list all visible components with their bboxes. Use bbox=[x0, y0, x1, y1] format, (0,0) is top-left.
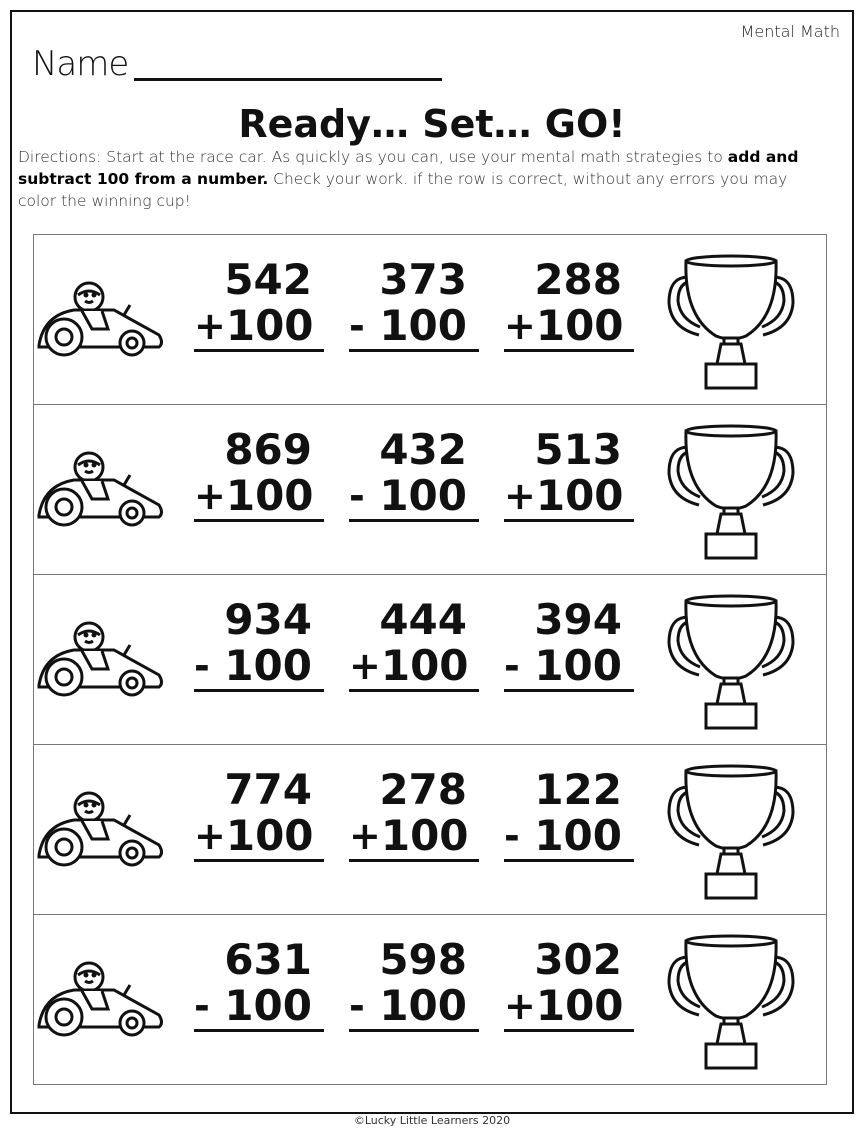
operand: 100 bbox=[225, 471, 314, 520]
operator: + bbox=[194, 474, 226, 518]
operand: 100 bbox=[225, 811, 314, 860]
race-car-icon bbox=[34, 785, 169, 879]
race-car-icon bbox=[34, 955, 169, 1049]
problem-number: 598 bbox=[379, 935, 467, 984]
operand: 100 bbox=[535, 981, 624, 1030]
addition-problem bbox=[349, 427, 479, 522]
problem-number: 869 bbox=[224, 425, 312, 474]
subject-label: Mental Math bbox=[740, 22, 840, 41]
directions-text: Directions: Start at the race car. As quickly as you can, use your mental math strategies to bbox=[18, 148, 728, 166]
problem-number: 432 bbox=[379, 425, 467, 474]
problem-row bbox=[34, 404, 826, 574]
operand: 100 bbox=[379, 301, 467, 350]
problem-number: 774 bbox=[224, 765, 312, 814]
operator: - bbox=[349, 304, 365, 348]
addition-problem bbox=[194, 257, 324, 352]
problem-row bbox=[34, 744, 826, 914]
operator: - bbox=[194, 984, 210, 1028]
page-title: Ready… Set… GO! bbox=[238, 102, 626, 146]
operand: 100 bbox=[379, 981, 467, 1030]
trophy-icon[interactable] bbox=[666, 593, 796, 737]
problem-number: 444 bbox=[379, 595, 467, 644]
answer-line[interactable] bbox=[504, 983, 634, 1032]
name-field[interactable] bbox=[134, 78, 442, 81]
addition-problem bbox=[194, 937, 324, 1032]
operand: 100 bbox=[534, 811, 622, 860]
directions bbox=[18, 146, 828, 212]
problem-number: 122 bbox=[534, 765, 622, 814]
addition-problem bbox=[504, 597, 634, 692]
name-label: Name bbox=[32, 44, 129, 84]
addition-problem bbox=[504, 257, 634, 352]
problem-number: 513 bbox=[534, 425, 622, 474]
addition-problem bbox=[504, 937, 634, 1032]
addition-problem bbox=[349, 597, 479, 692]
answer-line[interactable] bbox=[349, 473, 479, 522]
answer-line[interactable] bbox=[194, 643, 324, 692]
answer-line[interactable] bbox=[349, 983, 479, 1032]
operand: 100 bbox=[535, 301, 624, 350]
operator: + bbox=[349, 814, 381, 858]
answer-line[interactable] bbox=[194, 473, 324, 522]
operator: - bbox=[349, 474, 365, 518]
problem-number: 934 bbox=[224, 595, 312, 644]
operator: + bbox=[194, 814, 226, 858]
copyright: ©Lucky Little Learners 2020 bbox=[353, 1114, 511, 1127]
addition-problem bbox=[194, 427, 324, 522]
race-car-icon bbox=[34, 445, 169, 539]
operator: + bbox=[349, 644, 381, 688]
problem-number: 394 bbox=[534, 595, 622, 644]
problem-row bbox=[34, 914, 826, 1084]
addition-problem bbox=[349, 767, 479, 862]
answer-line[interactable] bbox=[504, 813, 634, 862]
directions-bold: add and subtract 100 from a number. bbox=[18, 148, 799, 188]
trophy-icon[interactable] bbox=[666, 763, 796, 907]
addition-problem bbox=[194, 597, 324, 692]
addition-problem bbox=[349, 257, 479, 352]
answer-line[interactable] bbox=[194, 303, 324, 352]
answer-line[interactable] bbox=[194, 813, 324, 862]
problem-row bbox=[34, 235, 826, 404]
operand: 100 bbox=[534, 641, 622, 690]
trophy-icon[interactable] bbox=[666, 423, 796, 567]
operator: + bbox=[504, 474, 536, 518]
operator: + bbox=[504, 984, 536, 1028]
addition-problem bbox=[504, 767, 634, 862]
directions-text-2: Check your work. if the row is correct, without any errors you may color the winning cup! bbox=[18, 170, 788, 210]
race-car-icon bbox=[34, 275, 169, 369]
operand: 100 bbox=[224, 641, 312, 690]
answer-line[interactable] bbox=[504, 473, 634, 522]
problem-number: 278 bbox=[379, 765, 467, 814]
operator: - bbox=[194, 644, 210, 688]
operator: - bbox=[504, 644, 520, 688]
problem-number: 373 bbox=[379, 255, 467, 304]
answer-line[interactable] bbox=[504, 643, 634, 692]
problem-number: 302 bbox=[534, 935, 622, 984]
operand: 100 bbox=[379, 471, 467, 520]
addition-problem bbox=[504, 427, 634, 522]
operator: + bbox=[504, 304, 536, 348]
problem-number: 288 bbox=[534, 255, 622, 304]
trophy-icon[interactable] bbox=[666, 253, 796, 397]
problem-number: 631 bbox=[224, 935, 312, 984]
operand: 100 bbox=[535, 471, 624, 520]
answer-line[interactable] bbox=[504, 303, 634, 352]
answer-line[interactable] bbox=[349, 303, 479, 352]
problem-row bbox=[34, 574, 826, 744]
operator: + bbox=[194, 304, 226, 348]
trophy-icon[interactable] bbox=[666, 933, 796, 1077]
operand: 100 bbox=[380, 641, 469, 690]
race-car-icon bbox=[34, 615, 169, 709]
operand: 100 bbox=[224, 981, 312, 1030]
answer-line[interactable] bbox=[349, 643, 479, 692]
addition-problem bbox=[194, 767, 324, 862]
answer-line[interactable] bbox=[194, 983, 324, 1032]
problem-grid bbox=[33, 234, 827, 1085]
problem-number: 542 bbox=[224, 255, 312, 304]
addition-problem bbox=[349, 937, 479, 1032]
operator: - bbox=[349, 984, 365, 1028]
operator: - bbox=[504, 814, 520, 858]
worksheet bbox=[10, 10, 854, 1114]
operand: 100 bbox=[225, 301, 314, 350]
answer-line[interactable] bbox=[349, 813, 479, 862]
operand: 100 bbox=[380, 811, 469, 860]
